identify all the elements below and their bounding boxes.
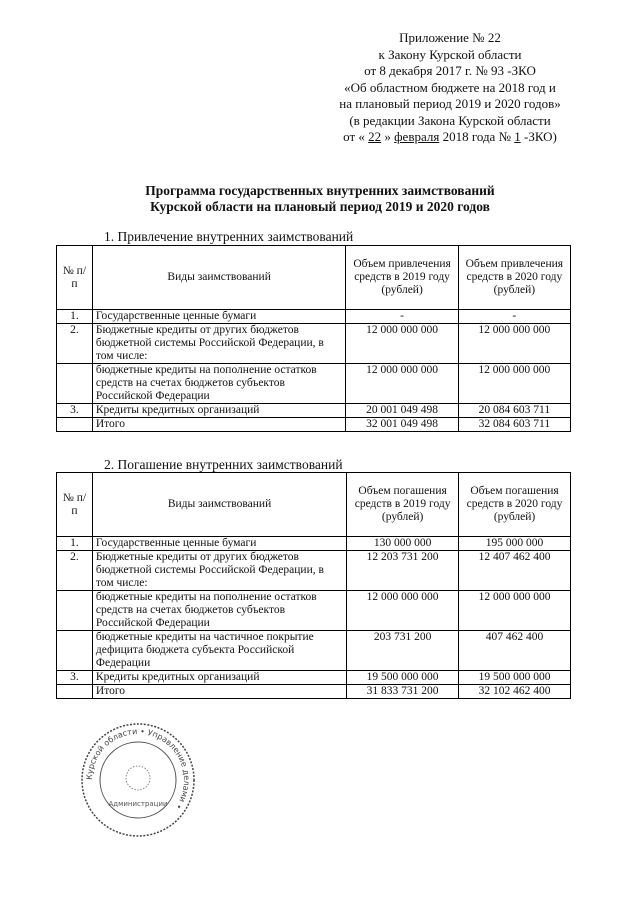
appendix-date: от 8 декабря 2017 г. № 93 -ЗКО <box>364 63 536 78</box>
svg-text:Курской области • Управление д: Курской области • Управление делами • <box>84 726 192 811</box>
document-title: Программа государственных внутренних заимствований Курской области на плановый период 2019 и 2020 годов <box>145 183 495 214</box>
repayment-table <box>56 472 571 699</box>
section-heading-repayment: 2. Погашение внутренних заимствований <box>104 457 343 472</box>
table-row: 3. Кредиты кредитных организаций 19 500 000 000 19 500 000 000 <box>57 671 571 685</box>
appendix-number: Приложение № 22 <box>399 30 501 45</box>
col-header-kind: Виды заимствований <box>92 246 346 310</box>
table-row: бюджетные кредиты на пополнение остатков средств на счетах бюджетов субъектов Российской Федерации 12 000 000 000 12 000 000 000 <box>57 591 571 631</box>
col-header-no: № п/п <box>57 473 93 537</box>
section-heading-borrowing: 1. Привлечение внутренних заимствований <box>104 229 354 244</box>
col-header-no: № п/п <box>57 246 93 310</box>
col-header-2020: Объем погашения средств в 2020 году (рублей) <box>459 473 571 537</box>
appendix-law: к Закону Курской области <box>378 46 522 62</box>
appendix-revision: (в редакции Закона Курской области <box>349 112 551 128</box>
appendix-revision-date: от « 22 » февраля 2018 года № 1 -ЗКО) <box>343 129 557 144</box>
col-header-2019: Объем привлечения средств в 2019 году (рублей) <box>346 246 458 310</box>
table-row: 3. Кредиты кредитных организаций 20 001 049 498 20 084 603 711 <box>57 404 571 418</box>
appendix-header <box>300 30 600 146</box>
appendix-law-title-1: «Об областном бюджете на 2018 год и <box>344 79 556 95</box>
total-row: Итого 31 833 731 200 32 102 462 400 <box>57 685 571 699</box>
seal-stamp-icon <box>78 720 198 840</box>
col-header-2020: Объем привлечения средств в 2020 году (рублей) <box>458 246 570 310</box>
table-row: 1. Государственные ценные бумаги - - <box>57 310 571 324</box>
col-header-kind: Виды заимствований <box>92 473 346 537</box>
table-row: 2. Бюджетные кредиты от других бюджетов бюджетной системы Российской Федерации, в том числе: 12 203 731 200 12 407 462 400 <box>57 551 571 591</box>
table-row: бюджетные кредиты на частичное покрытие дефицита бюджета субъекта Российской Федерации 203 731 200 407 462 400 <box>57 631 571 671</box>
col-header-2019: Объем погашения средств в 2019 году (рублей) <box>347 473 459 537</box>
table-row: бюджетные кредиты на пополнение остатков средств на счетах бюджетов субъектов Российской Федерации 12 000 000 000 12 000 000 000 <box>57 364 571 404</box>
borrowing-table <box>56 245 571 432</box>
table-row: 2. Бюджетные кредиты от других бюджетов бюджетной системы Российской Федерации, в том числе: 12 000 000 000 12 000 000 000 <box>57 324 571 364</box>
table-row: 1. Государственные ценные бумаги 130 000 000 195 000 000 <box>57 537 571 551</box>
svg-text:Администрации: Администрации <box>108 800 168 808</box>
appendix-law-title-2: на плановый период 2019 и 2020 годов» <box>339 96 561 111</box>
total-row: Итого 32 001 049 498 32 084 603 711 <box>57 418 571 432</box>
